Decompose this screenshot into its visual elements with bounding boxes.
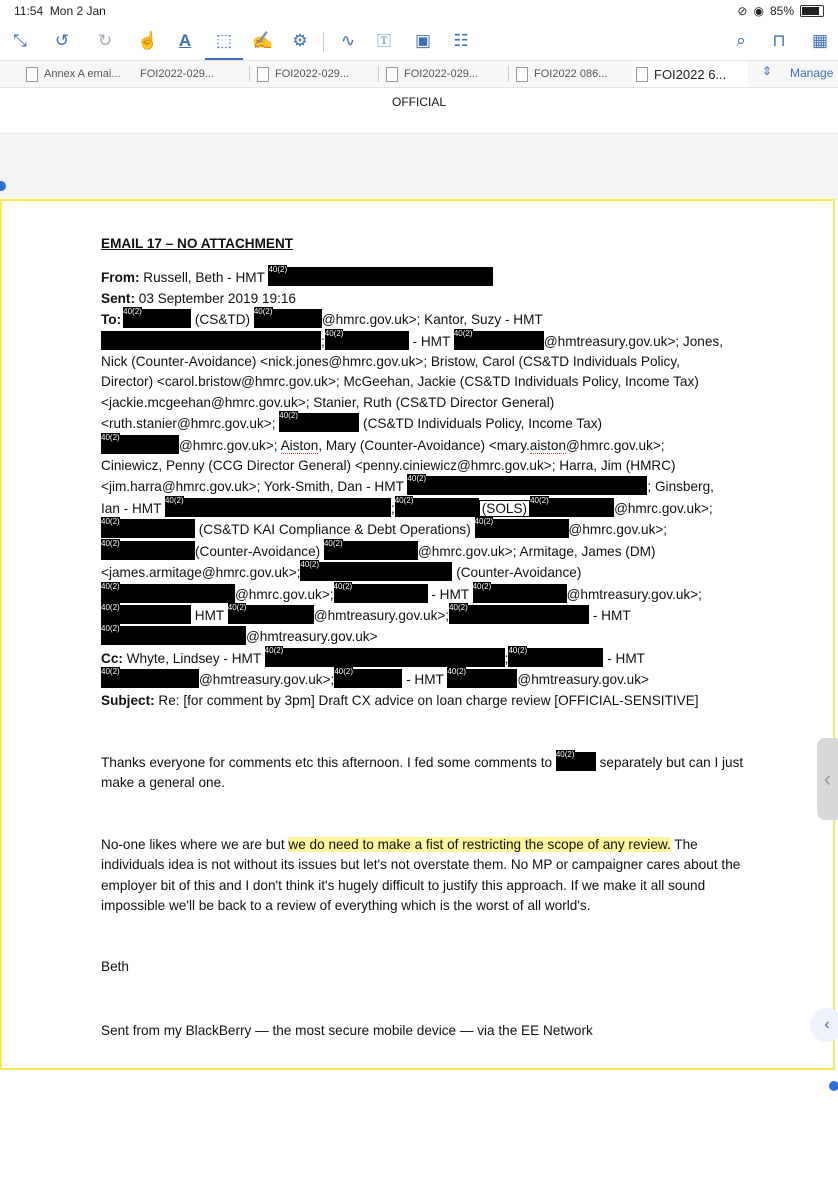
to-line-6: <ruth.stanier@hmrc.gov.uk>; 40(2) (CS&TD Individuals Policy, Income Tax) [101, 413, 751, 434]
freehand-icon[interactable]: ∿ [340, 31, 356, 50]
redaction [101, 626, 246, 645]
tab-foi2022-6-active[interactable] [632, 61, 748, 87]
to-line-1: To:40(2) (CS&TD) 40(2) @hmrc.gov.uk>; Kantor, Suzy - HMT [101, 309, 751, 330]
redaction [334, 669, 402, 688]
from-line: From: Russell, Beth - HMT 40(2) [101, 267, 751, 288]
to-line-9: <jim.harra@hmrc.gov.uk>; York-Smith, Dan - HMT 40(2) ; Ginsberg, [101, 476, 751, 497]
to-line-15: 40(2) HMT 40(2) @hmtreasury.gov.uk>;40(2) - HMT [101, 605, 751, 626]
stamp-icon[interactable]: ⚙ [292, 31, 308, 50]
hand-icon[interactable]: ☝ [137, 31, 159, 50]
battery-icon [800, 5, 824, 17]
crop-icon[interactable]: ⬚ [211, 28, 237, 54]
redaction [407, 476, 647, 495]
tab-label: FOI2022 086... [534, 68, 608, 80]
email-content [101, 234, 751, 1041]
body-paragraph-2: No-one likes where we are but we do need to make a fist of restricting the scope of any review. The individuals idea is not without its issues but let's not overstate them. No MP or campaigner cares about the employer bit of this and I don't think it's hugely difficult to justify this approach. If we make it all sound impossible we'll be back to a review of everything which is the worst of all world's. [101, 836, 741, 913]
chevron-left-icon: ‹ [823, 766, 832, 791]
tab-foi2022-086[interactable] [516, 61, 607, 87]
page-gap [0, 133, 838, 200]
redaction [325, 331, 409, 350]
search-icon[interactable]: ⌕ [736, 31, 746, 50]
cc-line-2: 40(2)@hmtreasury.gov.uk>;40(2) - HMT 40(2) @hmtreasury.gov.uk> [101, 669, 751, 690]
redaction [530, 498, 614, 517]
redaction [101, 584, 235, 603]
textbox-icon[interactable]: 🅃 [377, 33, 391, 49]
manage-tabs-button[interactable]: Manage [790, 66, 834, 80]
classification-header: OFFICIAL [391, 95, 446, 109]
redaction [254, 309, 322, 328]
redaction [268, 267, 493, 286]
signature-icon[interactable]: ✍ [252, 31, 274, 50]
status-time: 11:54 Mon 2 Jan [14, 4, 106, 18]
email-footer: Sent from my BlackBerry — the most secure mobile device — via the EE Network [101, 1022, 593, 1038]
side-panel-tab[interactable] [817, 738, 838, 820]
to-line-7: 40(2)@hmrc.gov.uk>; Aiston, Mary (Counter-Avoidance) <mary.aiston@hmrc.gov.uk>; [101, 435, 751, 456]
document-icon [26, 67, 38, 82]
redaction [454, 331, 544, 350]
text-highlight-icon[interactable]: A [178, 31, 192, 50]
redaction [165, 498, 391, 517]
tab-label: Annex A emai... [44, 68, 121, 80]
redaction [449, 605, 589, 624]
to-line-14: 40(2)@hmrc.gov.uk>;40(2) - HMT 40(2) @hmtreasury.gov.uk>; [101, 584, 751, 605]
to-line-13: <james.armitage@hmrc.gov.uk>;40(2) (Counter-Avoidance) [101, 562, 751, 583]
redaction [475, 519, 569, 538]
bookmark-icon[interactable]: ⊓ [772, 31, 786, 50]
redaction [265, 648, 505, 667]
status-right [737, 4, 824, 18]
redaction [395, 498, 479, 517]
image-icon[interactable]: ▣ [414, 31, 432, 50]
redaction [556, 752, 596, 771]
redaction [447, 669, 517, 688]
highlighted-text: we do need to make a fist of restricting the scope of any review. [288, 836, 671, 852]
redaction [101, 605, 191, 624]
tab-label: FOI2022-029... [404, 68, 478, 80]
redaction [473, 584, 567, 603]
tab-foi2022-029-a[interactable] [140, 61, 214, 87]
document-icon [636, 67, 648, 82]
redo-icon[interactable]: ↻ [97, 31, 113, 50]
redaction [101, 331, 321, 350]
select-icon[interactable]: ☷ [453, 31, 469, 50]
to-line-5: <jackie.mcgeehan@hmrc.gov.uk>; Stanier, Ruth (CS&TD Director General) [101, 394, 555, 410]
body-paragraph-1: Thanks everyone for comments etc this afternoon. I fed some comments to 40(2) separately but can I just make a general one. [101, 752, 751, 794]
to-line-2: ;40(2) - HMT 40(2) @hmtreasury.gov.uk>; Jones, [101, 331, 751, 352]
document-tabs [0, 60, 838, 88]
subject-line: Subject: Re: [for comment by 3pm] Draft CX advice on loan charge review [OFFICIAL-SENSITIVE] [101, 692, 699, 708]
to-line-4: Director) <carol.bristow@hmrc.gov.uk>; McGeehan, Jackie (CS&TD Individuals Policy, Income Tax) [101, 374, 699, 390]
document-icon [516, 67, 528, 82]
battery-percent: 85% [769, 4, 794, 18]
tab-annex-a[interactable] [26, 61, 120, 87]
annotation-toolbar [0, 24, 838, 60]
sent-line: Sent: 03 September 2019 19:16 [101, 290, 296, 306]
collapse-icon[interactable]: ⤡ [13, 31, 27, 50]
redaction [324, 541, 418, 560]
email-title: EMAIL 17 – NO ATTACHMENT [101, 236, 294, 251]
to-line-10: Ian - HMT 40(2) ;40(2) (SOLS)40(2) @hmrc.gov.uk>; [101, 498, 751, 519]
do-not-disturb-icon: ◉ [753, 4, 764, 18]
to-line-16: 40(2)@hmtreasury.gov.uk> [101, 626, 751, 647]
chevron-left-icon: ‹ [824, 1016, 830, 1033]
toolbar-divider [323, 32, 324, 52]
redaction [101, 435, 179, 454]
tab-label: FOI2022 6... [654, 66, 727, 82]
redaction [300, 562, 452, 581]
redaction [101, 541, 195, 560]
tab-foi2022-029-c[interactable] [386, 61, 478, 87]
status-bar [0, 0, 838, 22]
to-line-11: 40(2) (CS&TD KAI Compliance & Debt Operations) 40(2) @hmrc.gov.uk>; [101, 519, 751, 540]
redaction [334, 584, 428, 603]
collapse-panel-button[interactable] [810, 1008, 838, 1042]
redaction [101, 669, 199, 688]
undo-icon[interactable]: ↺ [54, 31, 70, 50]
document-icon [386, 67, 398, 82]
tab-label: FOI2022-029... [275, 68, 349, 80]
tab-foi2022-029-b[interactable] [257, 61, 349, 87]
redaction [228, 605, 314, 624]
document-icon [257, 67, 269, 82]
tab-label: FOI2022-029... [140, 68, 214, 80]
redaction [508, 648, 603, 667]
selection-handle-bottom[interactable] [829, 1081, 838, 1091]
redaction [279, 413, 359, 432]
redaction [101, 519, 195, 538]
to-line-12: 40(2)(Counter-Avoidance) 40(2) @hmrc.gov.uk>; Armitage, James (DM) [101, 541, 751, 562]
orientation-lock-icon: ⊘ [737, 4, 748, 18]
tab-sort-icon[interactable]: ⇕ [762, 64, 773, 78]
redaction [123, 309, 191, 328]
to-line-8: Ciniewicz, Penny (CCG Director General) <penny.ciniewicz@hmrc.gov.uk>; Harra, Jim (HMRC) [101, 458, 676, 474]
grid-icon[interactable]: ▦ [811, 31, 829, 50]
to-line-3: Nick (Counter-Avoidance) <nick.jones@hmrc.gov.uk>; Bristow, Carol (CS&TD Individuals Policy, [101, 354, 680, 370]
cc-line-1: Cc: Whyte, Lindsey - HMT 40(2) ;40(2) - HMT [101, 648, 751, 669]
signoff: Beth [101, 959, 129, 975]
